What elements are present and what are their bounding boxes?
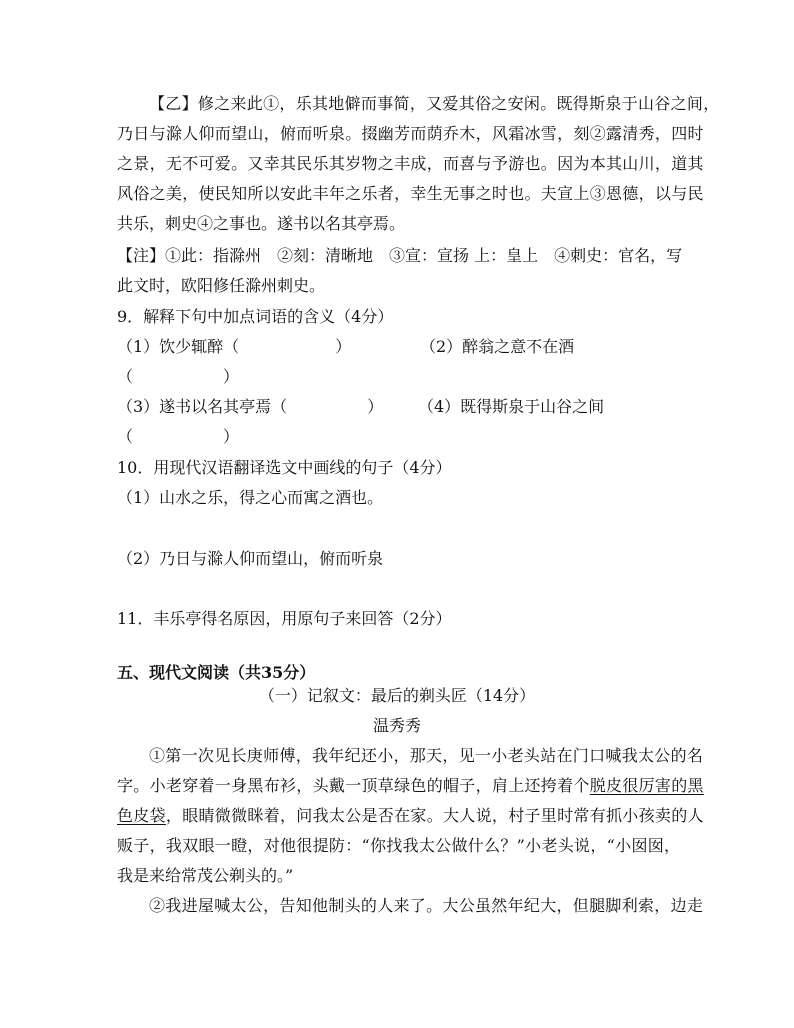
passage-line: 乃日与滁人仰而望山，俯而听泉。掇幽芳而荫乔木，风霜冰雪，刻②露清秀，四时 xyxy=(117,124,704,143)
q9-open-paren: （ xyxy=(117,427,134,446)
story-line xyxy=(117,806,704,826)
q9-close-paren: ） xyxy=(223,367,240,386)
notes-line: 此文时，欧阳修任滁州刺史。 xyxy=(117,276,326,295)
question-9-item-4: （4）既得斯泉于山谷之间 xyxy=(418,397,605,416)
passage-line: 之景，无不可爱。又幸其民乐其岁物之丰成，而喜与予游也。因为本其山川，道其 xyxy=(117,154,704,173)
question-11-title: 11．丰乐亭得名原因，用原句子来回答（2分） xyxy=(117,609,452,628)
answer-blank xyxy=(117,427,239,447)
q9-item-text: （3）遂书以名其亭焉（ xyxy=(117,397,288,416)
underlined-phrase: 色皮袋 xyxy=(117,806,166,825)
question-9-item-3 xyxy=(117,397,383,417)
underlined-phrase: 脱皮很厉害的黑 xyxy=(589,776,704,795)
q9-open-paren: （ xyxy=(117,367,134,386)
q9-close-paren: ） xyxy=(223,427,240,446)
article-author: 温秀秀 xyxy=(372,716,421,735)
story-line: 我是来给常茂公剃头的。” xyxy=(117,866,294,885)
story-line: 贩子，我双眼一瞪，对他很提防：“你找我太公做什么？”小老头说，“小囡囡， xyxy=(117,836,681,855)
answer-blank xyxy=(117,367,239,387)
question-10-sentence-2: （2）乃日与滁人仰而望山，俯而听泉 xyxy=(117,549,384,568)
notes-line: 【注】①此：指滁州 ②刻：清晰地 ③宣：宣扬 上：皇上 ④刺史：官名，写 xyxy=(117,246,683,265)
story-text: 字。小老穿着一身黑布衫，头戴一顶草绿色的帽子，肩上还挎着个 xyxy=(117,776,590,795)
article-title: （一）记叙文：最后的剃头匠（14分） xyxy=(258,686,536,705)
story-line: ②我进屋喊太公，告知他制头的人来了。大公虽然年纪大，但腿脚利索，边走 xyxy=(149,896,704,915)
story-line: ①第一次见长庚师傅，我年纪还小，那天，见一小老头站在门口喊我太公的名 xyxy=(149,746,704,765)
question-9-item-2: （2）醉翁之意不在酒 xyxy=(420,337,575,356)
story-text: ，眼睛微微眯着，问我太公是否在家。大人说，村子里时常有抓小孩卖的人 xyxy=(165,806,704,825)
question-9-title: 9．解释下句中加点词语的含义（4分） xyxy=(117,307,394,326)
question-10-title: 10．用现代汉语翻译选文中画线的句子（4分） xyxy=(117,458,452,477)
question-9-item-1 xyxy=(117,337,351,357)
passage-line: 共乐，刺史④之事也。遂书以名其亭焉。 xyxy=(117,214,406,233)
story-line xyxy=(117,776,704,796)
question-10-sentence-1: （1）山水之乐，得之心而寓之酒也。 xyxy=(117,488,384,507)
q9-item-text: （1）饮少辄醉（ xyxy=(117,337,240,356)
section-heading: 五、现代文阅读（共35分） xyxy=(117,663,316,682)
passage-line: 【乙】修之来此①，乐其地僻而事简，又爱其俗之安闲。既得斯泉于山谷之间， xyxy=(149,94,720,113)
q9-close-paren: ） xyxy=(335,337,352,356)
passage-line: 风俗之美，使民知所以安此丰年之乐者，幸生无事之时也。夫宣上③恩德，以与民 xyxy=(117,184,704,203)
q9-close-paren: ） xyxy=(367,397,384,416)
